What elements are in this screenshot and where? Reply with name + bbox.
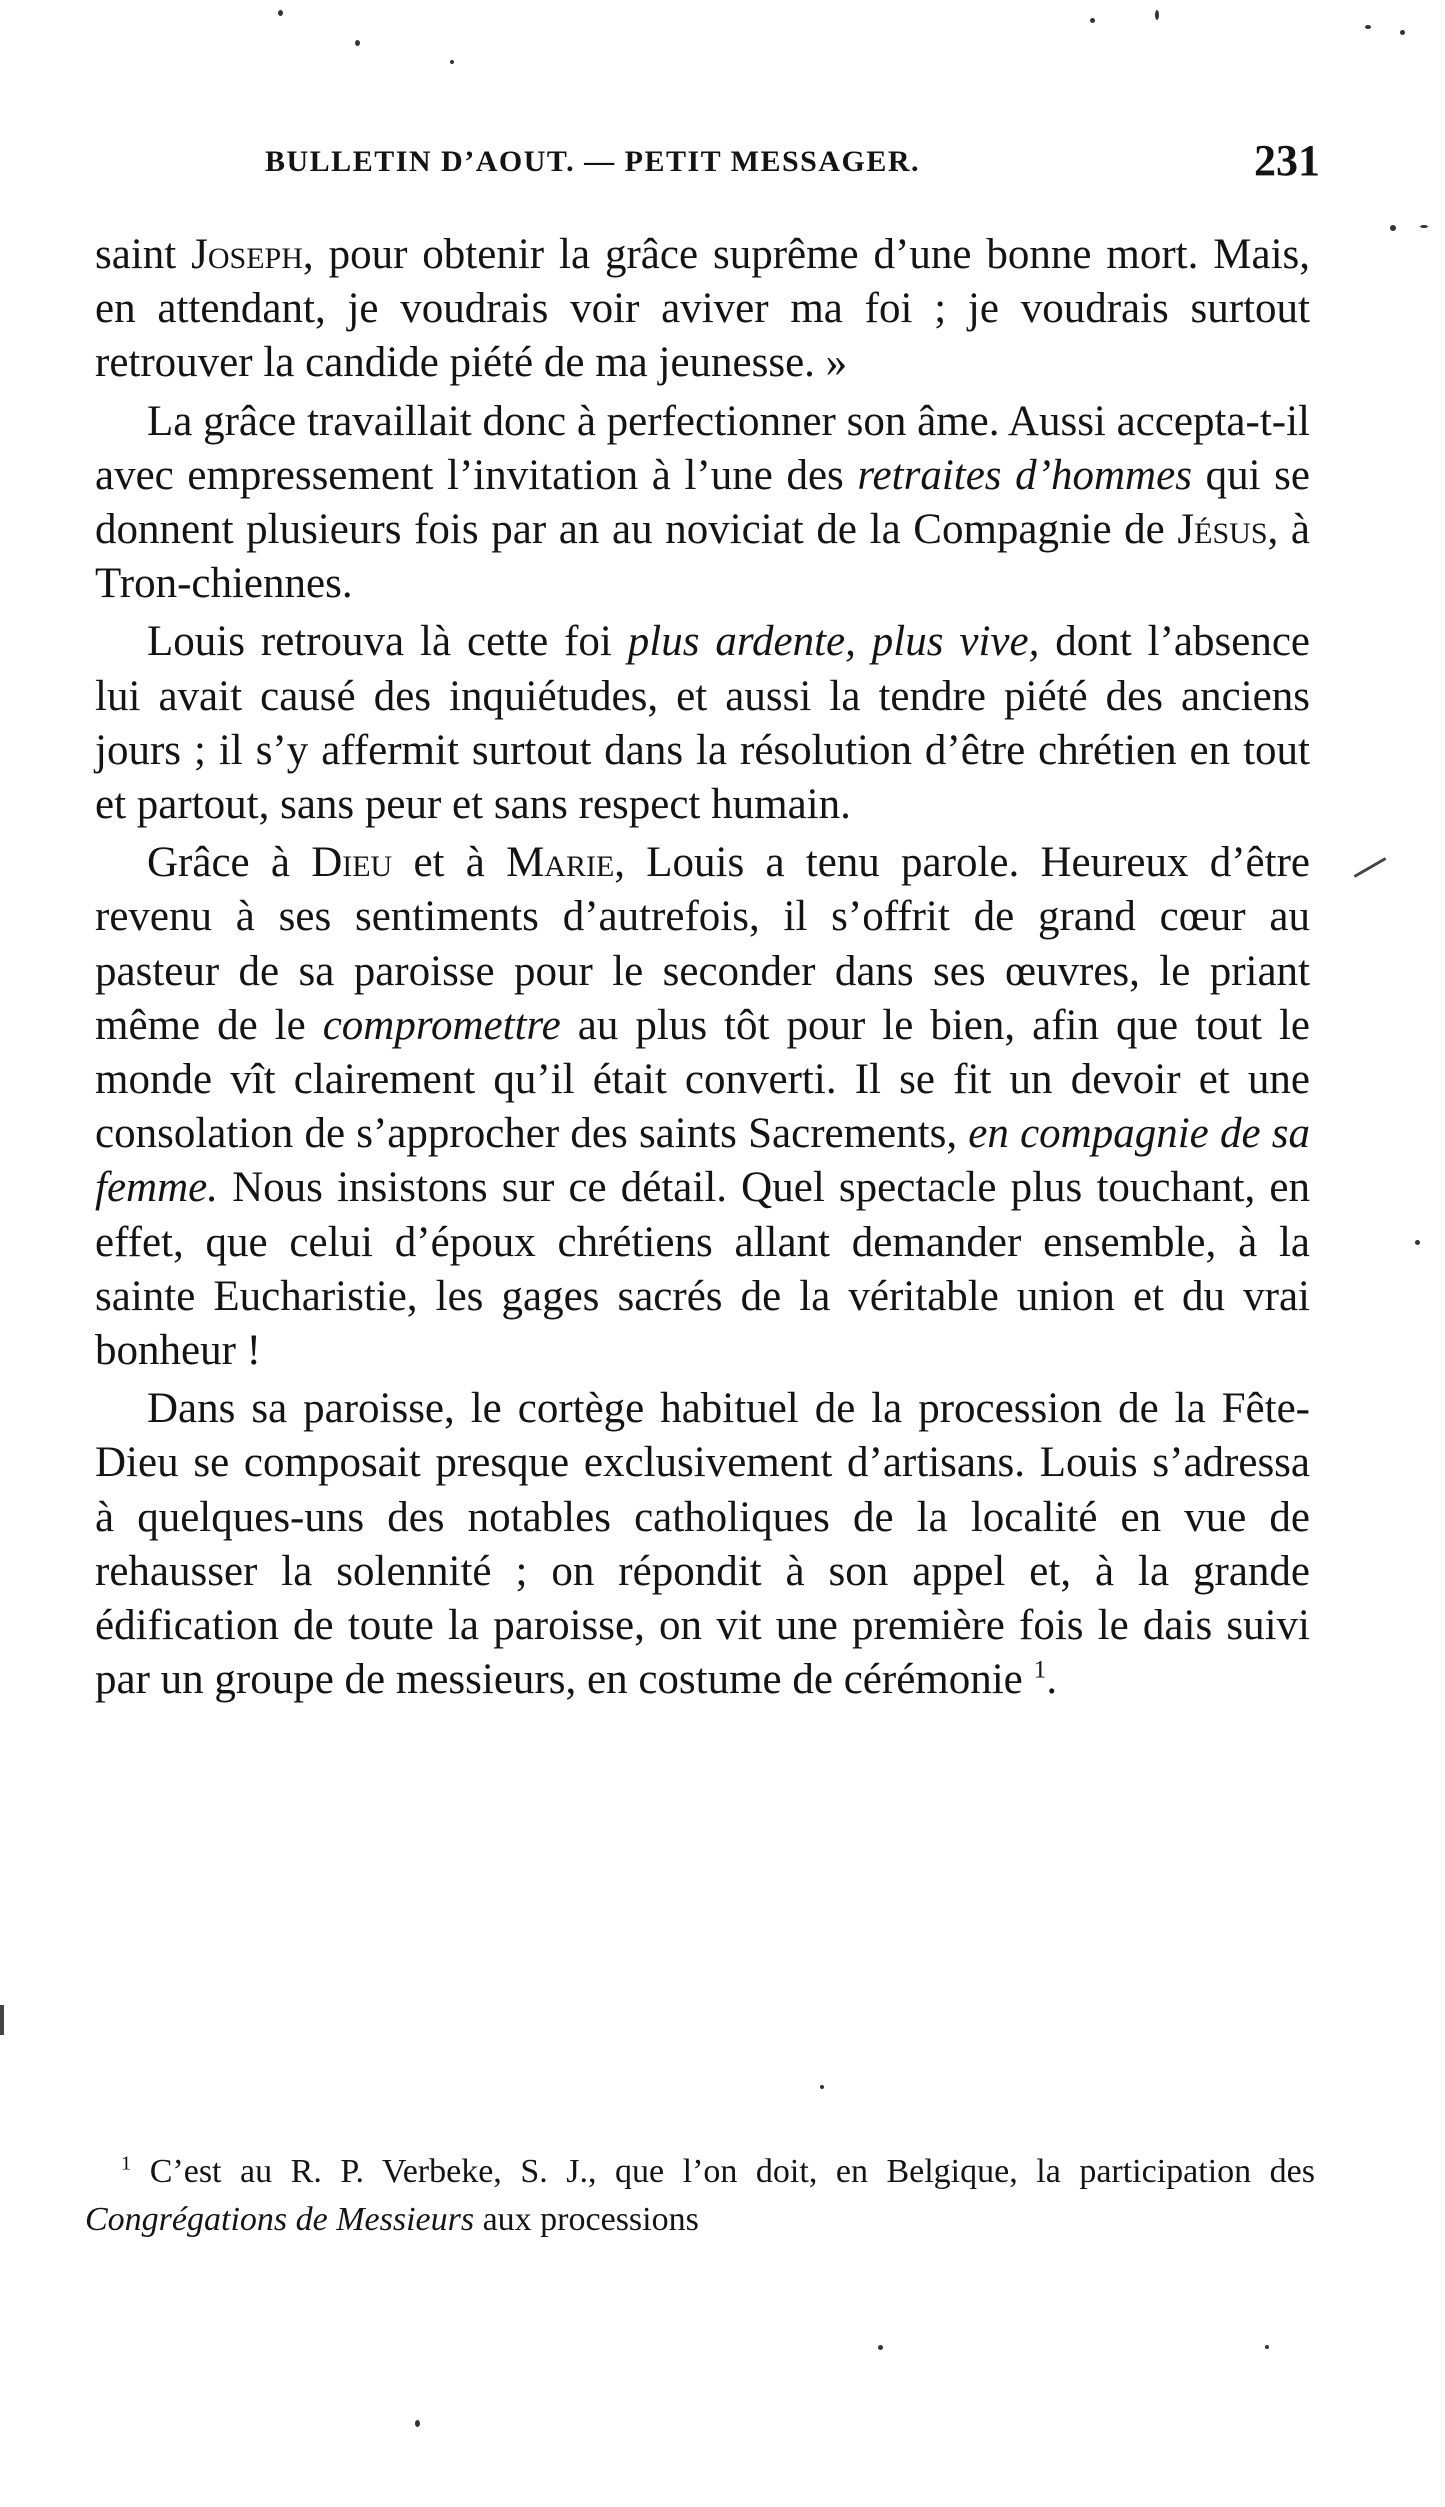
page-number: 231 <box>1254 136 1320 185</box>
paragraph-1 <box>95 228 1310 391</box>
body-text <box>95 228 1310 1707</box>
text-run: dont l’absence lui avait causé des inquiétudes, et aussi la tendre piété des anciens jours ; il s’y affermit surtout dans la résolution d’être chrétien en tout et partout, sans peur et sans respect humain. <box>95 618 1310 829</box>
small-caps-text: Marie <box>506 839 615 887</box>
text-run: aux processions <box>474 2201 699 2238</box>
text-run: , pour obtenir la grâce suprême d’une bonne mort. Mais, en attendant, je voudrais voir aviver ma foi ; je voudrais surtout retrouver la candide piété de ma jeunesse. » <box>95 231 1310 387</box>
scan-speck <box>878 2345 883 2350</box>
paragraph-2 <box>95 395 1310 612</box>
text-run: au plus tôt pour le bien, afin que tout le monde vît clairement qu’il était converti. Il se fit un devoir et une consolation de s’approcher des saints Sacrements, <box>95 1001 1311 1158</box>
scan-speck <box>1415 1240 1420 1245</box>
paragraph-4 <box>95 836 1310 1378</box>
scan-speck <box>1420 225 1428 228</box>
text-run: et à <box>392 839 507 887</box>
text-run: Grâce à <box>147 839 312 887</box>
scan-speck <box>1365 25 1371 29</box>
small-caps-text: Dieu <box>311 839 393 887</box>
italic-text: plus ardente, plus vive, <box>627 618 1040 666</box>
scan-speck <box>1265 2345 1269 2349</box>
scan-speck <box>415 2420 420 2427</box>
scan-speck <box>355 40 360 46</box>
scan-speck <box>1390 225 1396 231</box>
text-run: Nous insistons sur ce détail. Quel spectacle plus touchant, en effet, que celui d’époux chrétiens allant demander ensemble, à la sainte Eucharistie, les gages sacrés de la véritable union et du vrai bonheur ! <box>95 1164 1310 1375</box>
footnote <box>85 2148 1315 2244</box>
small-caps-text: Jésus <box>1177 506 1268 554</box>
margin-mark <box>0 2005 4 2035</box>
italic-text: retraites d’hommes <box>857 451 1192 499</box>
italic-text: compromettre <box>322 1001 561 1049</box>
text-run: C’est au R. P. Verbeke, S. J., que l’on doit, en Belgique, la participation des <box>131 2153 1315 2190</box>
scan-speck <box>278 10 283 16</box>
scan-speck <box>450 60 454 64</box>
text-run: qui se donnent plusieurs fois par an au noviciat de la Compagnie de <box>95 451 1310 554</box>
small-caps-text: Joseph <box>191 231 303 278</box>
running-head: BULLETIN D’AOUT. — PETIT MESSAGER. <box>265 145 921 178</box>
scan-speck <box>1155 10 1159 20</box>
text-run: Louis retrouva là cette foi <box>147 618 628 666</box>
text-run: La grâce travaillait donc à perfectionner son âme. Aussi accepta-t-il avec empressement l’invitation à l’une des <box>95 397 1310 499</box>
text-run: , Louis a tenu parole. Heureux d’être revenu à ses sentiments d’autrefois, il s’offrit de grand cœur au pasteur de sa paroisse pour le seconder dans ses œuvres, le priant même de le <box>95 839 1310 1049</box>
paragraph-3 <box>95 615 1310 832</box>
page-header <box>95 135 1320 195</box>
text-run: Dans sa paroisse, le cortège habituel de la procession de la Fête-Dieu se composait presque exclusivement d’artisans. Louis s’adressa à quelques-uns des notables catholiques de la localité en vue de rehausser la solennité ; on répondit à son appel et, à la grande édification de toute la paroisse, on vit une première fois le dais suivi par un groupe de messieurs, en costume de cérémonie <box>95 1385 1310 1704</box>
scan-speck <box>1090 18 1095 23</box>
footnote-marker: 1 <box>121 2152 132 2175</box>
scan-speck <box>820 2085 824 2089</box>
margin-mark <box>1354 857 1387 878</box>
text-run: . <box>1046 1656 1058 1704</box>
text-run: , à Tron-chiennes. <box>95 506 1310 608</box>
italic-text: en compagnie de sa femme. <box>95 1110 1310 1212</box>
scan-speck <box>1400 30 1405 35</box>
italic-text: Congrégations de Messieurs <box>85 2201 475 2238</box>
footnote-marker: 1 <box>1033 1654 1047 1684</box>
paragraph-5 <box>95 1382 1310 1707</box>
text-run: saint <box>95 231 192 278</box>
